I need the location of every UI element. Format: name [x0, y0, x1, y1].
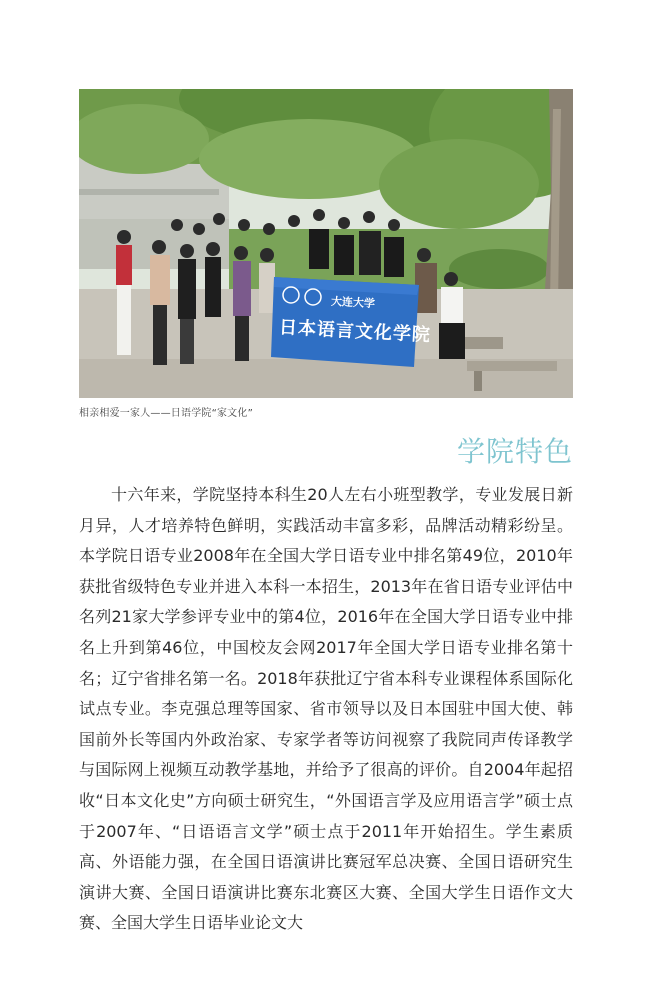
banner-line-1: 大连大学 — [330, 294, 376, 311]
banner-line-2: 日本语言文化学院 — [278, 317, 432, 346]
body-paragraph: 十六年来，学院坚持本科生20人左右小班型教学，专业发展日新月异，人才培养特色鲜明，实践活动丰富多彩，品牌活动精彩纷呈。本学院日语专业2008年在全国大学日语专业中排名第49位，2010年获批省级特色专业并进入本科一本招生，2013年在省日语专业评估中名列21家大学参评专业中的第4位，2016年在全国大学日语专业中排名上升到第46位，中国校友会网2017年全国大学日语专业排名第十名；辽宁省排名第一名。2018年获批辽宁省本科专业课程体系国际化试点专业。李克强总理等国家、省市领导以及日本国驻中国大使、韩国前外长等国内外政治家、专家学者等访问视察了我院同声传译教学与国际网上视频互动教学基地，并给予了很高的评价。自2004年起招收“日本文化史”方向硕士研究生，“外国语言学及应用语言学”硕士点于2007年、“日语语言文学”硕士点于2011年开始招生。学生素质高、外语能力强，在全国日语演讲比赛冠军总决赛、全国日语研究生演讲大赛、全国日语演讲比赛东北赛区大赛、全国大学生日语作文大赛、全国大学生日语毕业论文大 — [79, 485, 573, 933]
photo-caption: 相亲相爱一家人——日语学院“家文化” — [79, 408, 253, 419]
section-title: 学院特色 — [456, 435, 573, 468]
group-photo-illustration — [79, 89, 573, 398]
group-photo — [79, 89, 573, 398]
